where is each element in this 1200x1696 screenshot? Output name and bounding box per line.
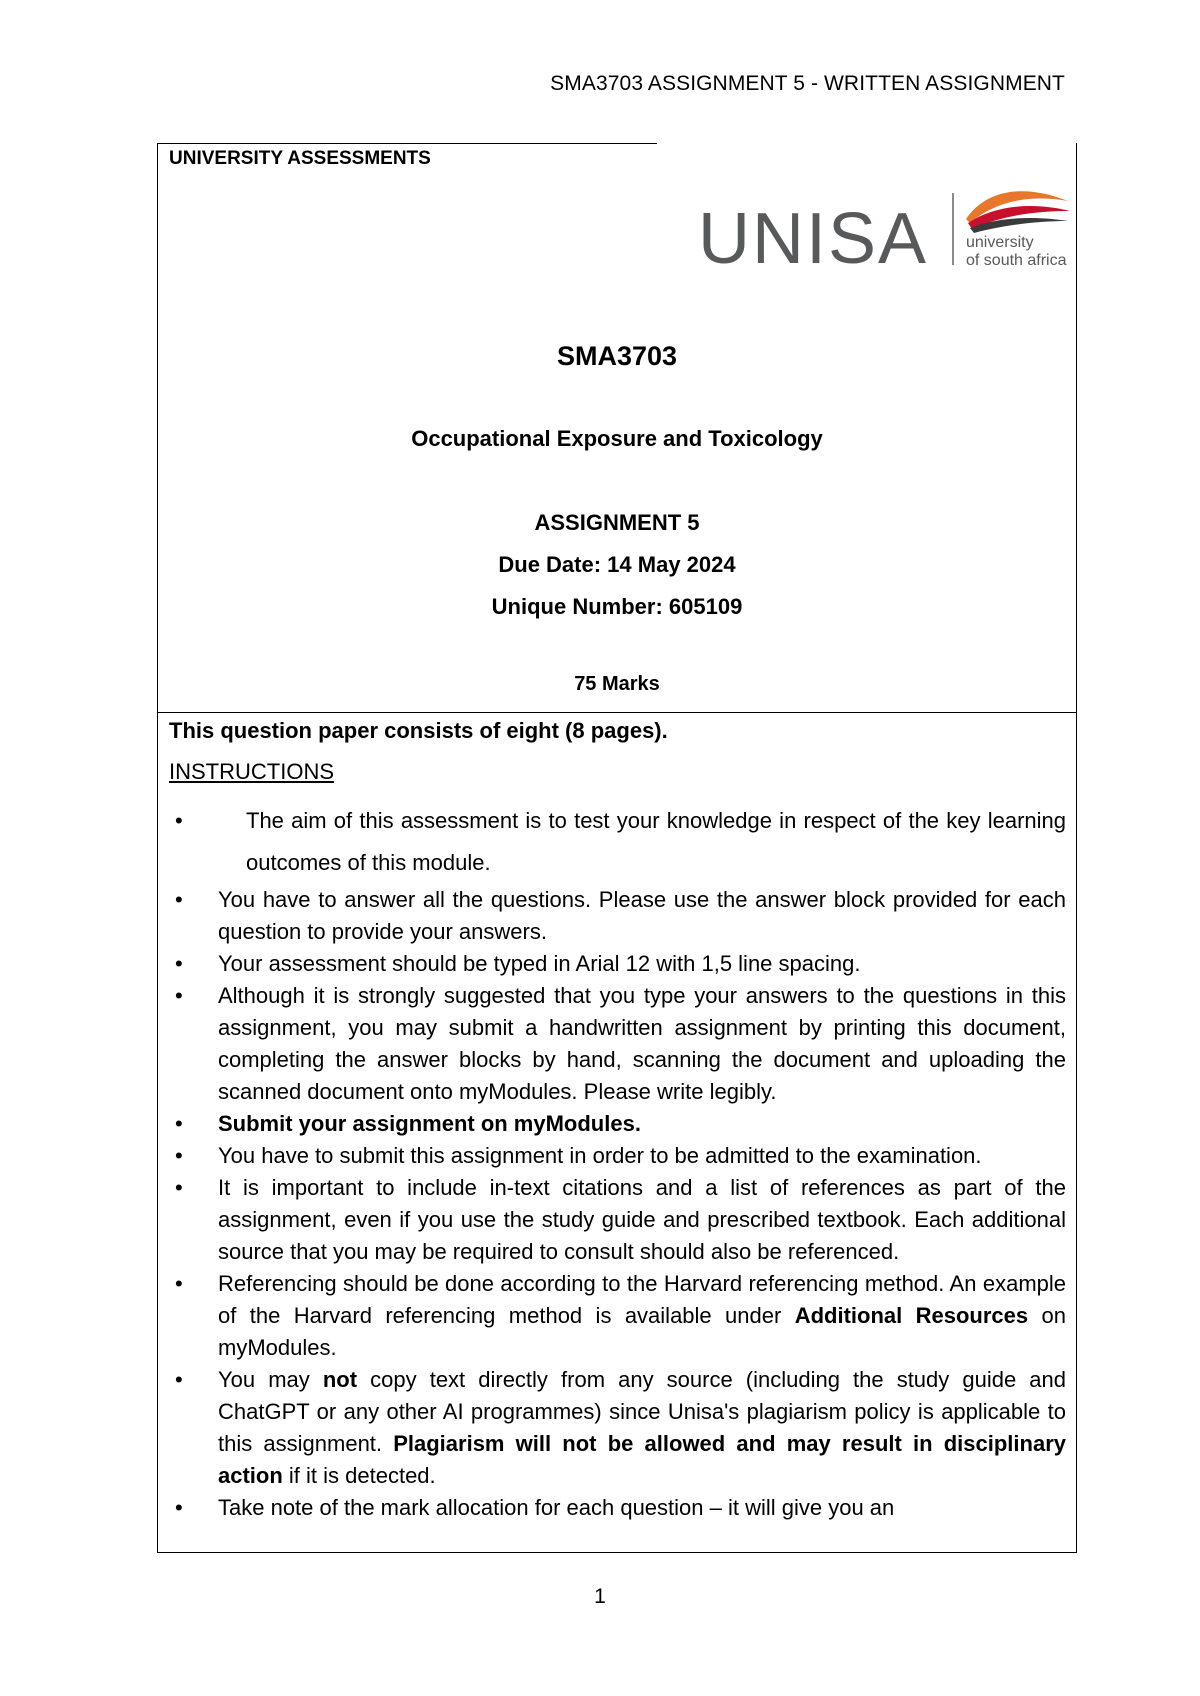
bullet-icon: • — [175, 1111, 183, 1136]
logo-line2: of south africa — [966, 252, 1067, 269]
instruction-text: You have to submit this assignment in order to be admitted to the examination. — [218, 1143, 982, 1168]
bullet-icon: • — [175, 1175, 183, 1200]
instruction-item — [158, 1268, 1076, 1364]
running-header: SMA3703 ASSIGNMENT 5 - WRITTEN ASSIGNMENT — [550, 72, 1065, 95]
bullet-icon: • — [175, 808, 183, 833]
unisa-logo — [698, 189, 1078, 275]
instruction-item — [158, 800, 1076, 884]
bullet-icon: • — [175, 951, 183, 976]
instruction-item — [158, 948, 1076, 980]
cover-block — [157, 143, 1077, 713]
instruction-text: Although it is strongly suggested that you type your answers to the questions in this assignment, you may submit a handwritten assignment by printing this document, completing the answer blocks by hand, scanning the document and uploading the scanned document onto myModules. Please write legibly. — [218, 983, 1066, 1104]
cover-label: UNIVERSITY ASSESSMENTS — [169, 148, 431, 169]
assignment-title: ASSIGNMENT 5 — [534, 510, 700, 535]
logo-divider — [952, 193, 954, 265]
instruction-text: Take note of the mark allocation for each question – it will give you an — [218, 1495, 895, 1520]
due-date: Due Date: 14 May 2024 — [498, 552, 736, 577]
logo-wordmark: UNISA — [698, 199, 929, 275]
instruction-text: on myModules. — [218, 1303, 1066, 1360]
instructions-heading: INSTRUCTIONS — [169, 759, 334, 784]
instructions-block — [157, 712, 1077, 1553]
page-number: 1 — [594, 1585, 606, 1608]
instruction-text: The aim of this assessment is to test your knowledge in respect of the key learning outcomes of this module. — [246, 808, 1066, 875]
instruction-item — [158, 1364, 1076, 1492]
instruction-item — [158, 1492, 1076, 1524]
instruction-emphasis: Plagiarism will not be allowed and may result in disciplinary action — [218, 1431, 1067, 1488]
instruction-emphasis: not — [322, 1367, 358, 1392]
instruction-item — [158, 1172, 1076, 1268]
instruction-text: Your assessment should be typed in Arial 12 with 1,5 line spacing. — [218, 951, 861, 976]
bullet-icon: • — [175, 983, 183, 1008]
bullet-icon: • — [175, 1271, 183, 1296]
pages-note: This question paper consists of eight (8 pages). — [169, 718, 668, 743]
instruction-emphasis: Submit your assignment on myModules. — [218, 1111, 641, 1136]
bullet-icon: • — [175, 1367, 183, 1392]
instructions-list — [158, 800, 1076, 1524]
logo-line1: university — [966, 234, 1034, 251]
module-code: SMA3703 — [556, 341, 678, 371]
instruction-text: if it is detected. — [282, 1463, 436, 1488]
instruction-item — [158, 1140, 1076, 1172]
instruction-item — [158, 1108, 1076, 1140]
instruction-item — [158, 980, 1076, 1108]
instruction-item — [158, 884, 1076, 948]
instruction-text: Referencing should be done according to the Harvard referencing method. An example of the Harvard referencing method is available under — [218, 1271, 1066, 1328]
unisa-logo-graphic — [698, 189, 1078, 275]
instruction-text: copy text directly from any source (including the study guide and ChatGPT or any other AI programmes) since Unisa's plagiarism policy is applicable to this assignment. — [218, 1367, 1066, 1456]
document-frame — [157, 143, 1077, 1553]
unique-number: Unique Number: 605109 — [491, 594, 743, 619]
bullet-icon: • — [175, 887, 183, 912]
instruction-text: You have to answer all the questions. Please use the answer block provided for each question to provide your answers. — [218, 887, 1066, 944]
instruction-emphasis: Additional Resources — [794, 1303, 1029, 1328]
bullet-icon: • — [175, 1143, 183, 1168]
instruction-text: It is important to include in-text citations and a list of references as part of the assignment, even if you use the study guide and prescribed textbook. Each additional source that you may be required to consult should also be referenced. — [218, 1175, 1066, 1264]
instruction-text: You may — [218, 1367, 323, 1392]
bullet-icon: • — [175, 1495, 183, 1520]
module-name: Occupational Exposure and Toxicology — [411, 426, 823, 451]
total-marks: 75 Marks — [574, 673, 660, 695]
